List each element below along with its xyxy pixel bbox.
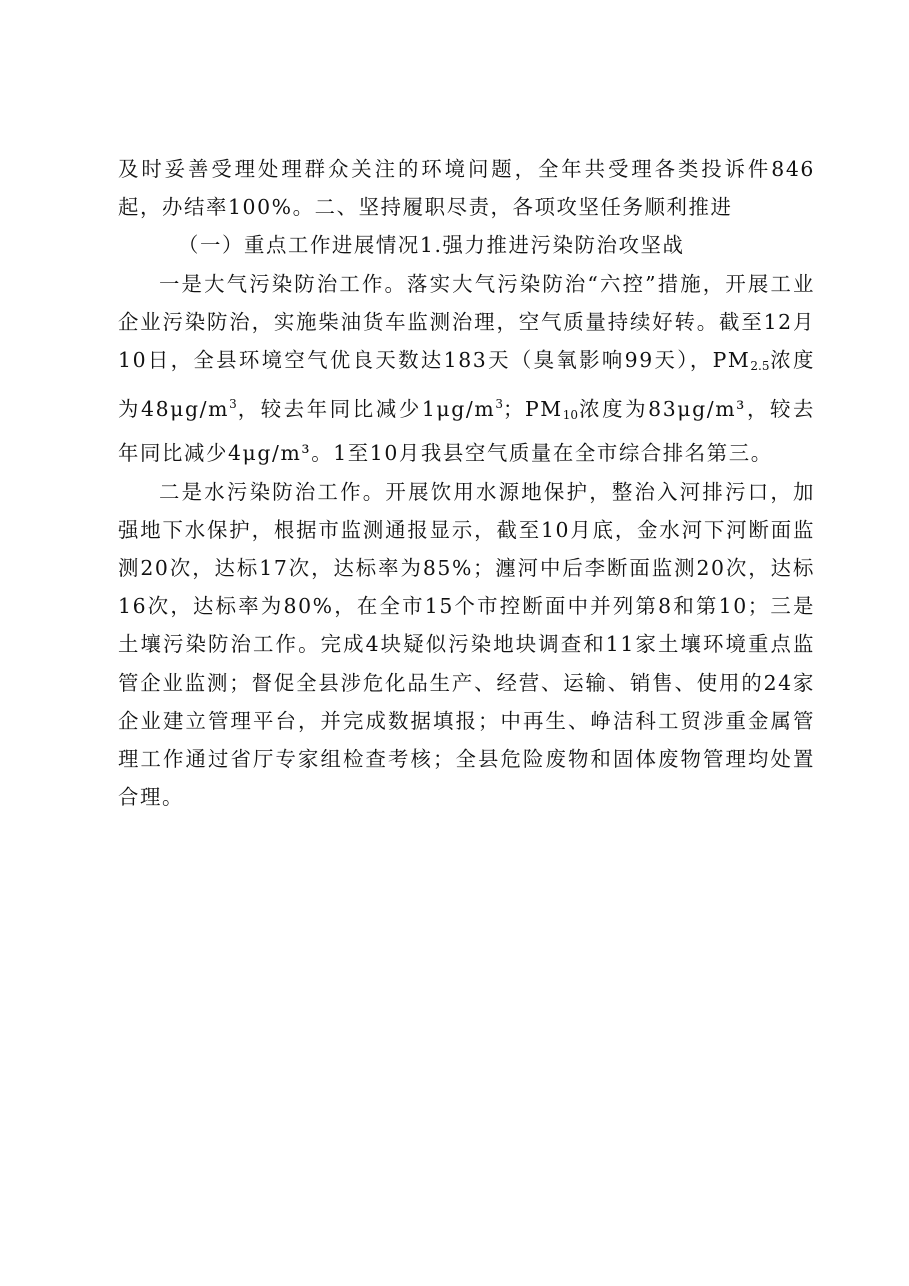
paragraph-water-soil-pollution: 二是水污染防治工作。开展饮用水源地保护，整治入河排污口，加强地下水保护，根据市监测通报显示，截至10月底，金水河下河断面监测20次，达标17次，达标率为85%；瀍河中后李断面监测20次，达标16次，达标率为80%，在全市15个市控断面中并列第8和第10；三是土壤污染防治工作。完成4块疑似污染地块调查和11家土壤环境重点监管企业监测；督促全县涉危化品生产、经营、运输、销售、使用的24家企业建立管理平台，并完成数据填报；中再生、峥洁科工贸涉重金属管理工作通过省厅专家组检查考核；全县危险废物和固体废物管理均处置合理。 [118, 479, 815, 810]
unit-superscript-2: 3 [495, 397, 503, 412]
air-text-b: 浓度为48μg/m [118, 348, 816, 422]
pm25-subscript: 2.5 [750, 359, 770, 374]
unit-superscript-1: 3 [229, 397, 237, 412]
section-heading: （一）重点工作进展情况1.强力推进污染防治攻坚战 [178, 233, 685, 258]
paragraph-air-pollution [118, 265, 815, 473]
air-text-e: 浓度为83μg/m³，较去年同比减少4μg/m³。1至10月我县空气质量在全市综合排名第三。 [118, 397, 815, 466]
pm10-subscript: 10 [562, 408, 579, 423]
air-text-a: 一是大气污染防治工作。落实大气污染防治“六控”措施，开展工业企业污染防治，实施柴油货车监测治理，空气质量持续好转。截至12月10日，全县环境空气优良天数达183天（臭氧影响99天），PM [118, 271, 815, 373]
air-text-c: ，较去年同比减少1μg/m [236, 397, 496, 422]
air-text-d: ；PM [502, 397, 563, 422]
paragraph-complaints: 及时妥善受理处理群众关注的环境问题，全年共受理各类投诉件846起，办结率100%。二、坚持履职尽责，各项攻坚任务顺利推进 [118, 157, 815, 220]
